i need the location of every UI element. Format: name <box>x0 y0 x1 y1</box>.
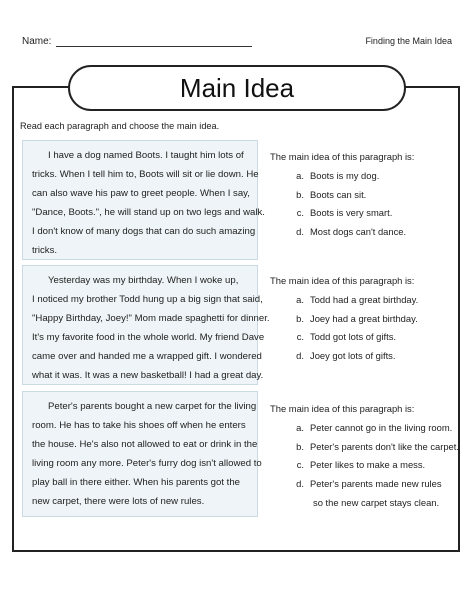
answer-option-a[interactable]: a. Todd had a great birthday. <box>296 293 419 305</box>
question-1 <box>270 148 470 242</box>
answer-option-a[interactable]: a. Peter cannot go in the living room. <box>296 421 453 433</box>
question-prompt: The main idea of this paragraph is: <box>270 151 415 162</box>
answer-option-c[interactable]: c. Peter likes to make a mess. <box>296 459 426 471</box>
question-prompt: The main idea of this paragraph is: <box>270 403 415 414</box>
name-label: Name: <box>22 36 52 47</box>
answer-option-b[interactable]: b. Boots can sit. <box>296 188 367 200</box>
passage-line: "Dance, Boots.", he will stand up on two legs and walk. <box>32 206 265 218</box>
passage-line: what it was. It was a new basketball! I had a great day. <box>32 369 264 381</box>
passage-line: came over and handed me a wrapped gift. I wondered <box>32 350 262 362</box>
answer-option-c[interactable]: c. Todd got lots of gifts. <box>296 331 396 343</box>
name-line <box>56 46 252 47</box>
question-2 <box>270 272 470 366</box>
passage-2 <box>22 265 270 385</box>
passage-line: can also wave his paw to greet people. When I say, <box>32 187 250 199</box>
question-3 <box>270 400 470 513</box>
answer-option-b[interactable]: b. Joey had a great birthday. <box>296 312 418 324</box>
passage-line: "Happy Birthday, Joey!" Mom made spaghetti for dinner. <box>32 312 270 324</box>
answer-option-d-continuation: so the new carpet stays clean. <box>313 496 440 508</box>
answer-option-d[interactable]: d. Peter's parents made new rules <box>296 478 442 490</box>
page-title <box>68 65 406 111</box>
question-prompt: The main idea of this paragraph is: <box>270 275 415 286</box>
answer-option-c[interactable]: c. Boots is very smart. <box>296 207 393 219</box>
passage-3 <box>22 391 262 517</box>
passage-line: I don't know of many dogs that can do such amazing <box>32 225 256 237</box>
passage-line: Yesterday was my birthday. When I woke up, <box>48 275 239 286</box>
worksheet-header <box>22 36 452 52</box>
passage-line: tricks. <box>32 244 58 256</box>
passage-line: tricks. When I tell him to, Boots will sit or lie down. He <box>32 168 259 180</box>
passage-line: I have a dog named Boots. I taught him lots of <box>48 150 244 161</box>
answer-option-d[interactable]: d. Most dogs can't dance. <box>296 226 407 238</box>
passage-line: It's my favorite food in the whole world. My friend Dave <box>32 331 265 343</box>
page-title-text: Main Idea <box>179 72 295 103</box>
passage-line: I noticed my brother Todd hung up a big sign that said, <box>32 293 263 305</box>
passage-line: the house. He's also not allowed to eat or drink in the <box>32 438 258 450</box>
worksheet-title: Finding the Main Idea <box>365 36 452 46</box>
passage-line: living room any more. Peter's furry dog isn't allowed to <box>32 457 262 469</box>
answer-option-a[interactable]: a. Boots is my dog. <box>296 169 380 181</box>
answer-option-d[interactable]: d. Joey got lots of gifts. <box>296 350 396 362</box>
answer-option-b[interactable]: b. Peter's parents don't like the carpet. <box>296 440 459 452</box>
passage-line: room. He has to take his shoes off when he enters <box>32 419 246 431</box>
passage-1 <box>22 140 265 260</box>
passage-line: new carpet, there were lots of new rules. <box>32 495 205 507</box>
passage-line: play ball in there either. When his parents got the <box>32 476 240 488</box>
passage-line: Peter's parents bought a new carpet for the living <box>48 401 257 412</box>
instructions: Read each paragraph and choose the main idea. <box>20 121 220 131</box>
